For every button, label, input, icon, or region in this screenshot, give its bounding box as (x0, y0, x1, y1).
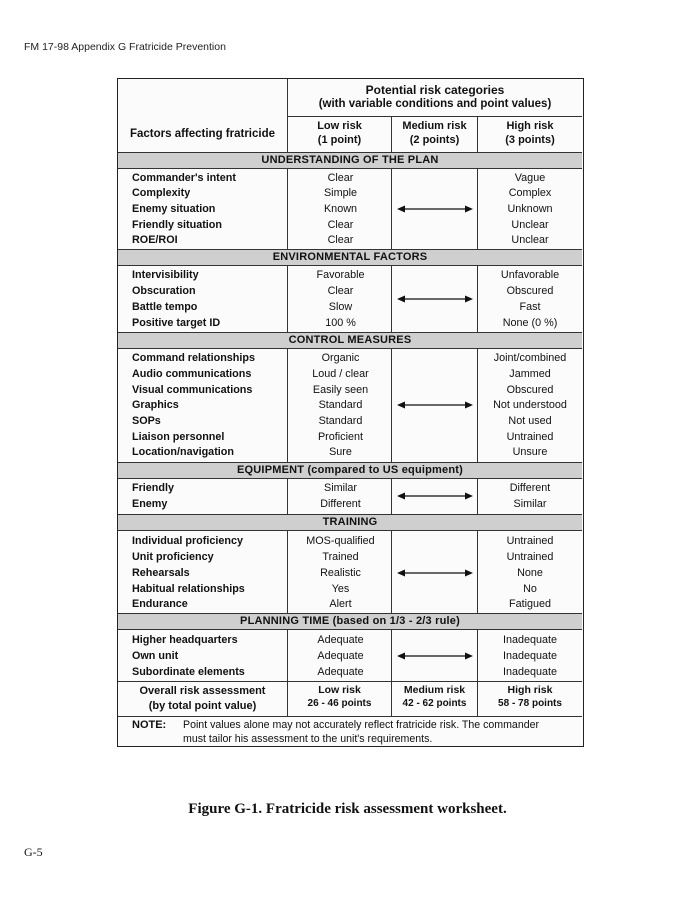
factor-label: Intervisibility (132, 269, 199, 281)
low-value: Organic (321, 352, 360, 364)
factor-label: Individual proficiency (132, 535, 243, 547)
high-value: Unclear (511, 234, 549, 246)
figure-caption: Figure G-1. Fratricide risk assessment worksheet. (188, 801, 507, 817)
high-value: Inadequate (502, 650, 558, 662)
high-value: Unsure (512, 446, 548, 458)
low-value: MOS-qualified (306, 535, 375, 547)
factor-label: Unit proficiency (132, 551, 214, 563)
factor-label: Visual communications (132, 384, 253, 396)
table-row (118, 350, 582, 366)
low-value: Loud / clear (312, 368, 369, 380)
high-value: Vague (514, 172, 546, 184)
low-value: Standard (318, 399, 363, 411)
high-value: Unclear (511, 219, 549, 231)
table-row (118, 648, 582, 664)
high-value: Joint/combined (493, 352, 567, 364)
high-value: Inadequate (502, 666, 558, 678)
section-equipment (118, 479, 582, 514)
low-value: Easily seen (312, 384, 369, 396)
note-text-line1: Point values alone may not accurately reflect fratricide risk. The commander (183, 719, 540, 731)
section-band-plan: UNDERSTANDING OF THE PLAN (118, 152, 582, 169)
low-value: Clear (327, 285, 354, 297)
table-row (118, 413, 582, 429)
high-value: Obscured (506, 285, 554, 297)
table-row (118, 366, 582, 382)
table-row (118, 267, 582, 283)
high-value: Fatigued (508, 598, 552, 610)
high-risk-points: (3 points) (505, 134, 555, 146)
factor-label: Location/navigation (132, 446, 234, 458)
factor-label: Enemy (132, 498, 168, 510)
note-block (118, 717, 582, 746)
table-row (118, 185, 582, 201)
low-value: Yes (331, 583, 350, 595)
high-value: Inadequate (502, 634, 558, 646)
factor-label: Enemy situation (132, 203, 216, 215)
factor-label: ROE/ROI (132, 234, 178, 246)
high-value: Jammed (509, 368, 551, 380)
overall-high: High risk (507, 684, 553, 696)
section-band-control: CONTROL MEASURES (118, 332, 582, 349)
factor-label: Habitual relationships (132, 583, 245, 595)
double-arrow-icon (397, 294, 473, 304)
high-value: Unknown (507, 203, 553, 215)
section-plan (118, 169, 582, 249)
table-row (118, 315, 582, 331)
factor-label: SOPs (132, 415, 161, 427)
categories-subtitle: (with variable conditions and point values) (318, 98, 552, 110)
high-value: Not understood (493, 399, 567, 411)
low-risk-header: Low risk (317, 120, 362, 132)
table-row (118, 217, 582, 233)
high-value: Untrained (506, 431, 554, 443)
low-value: Slow (328, 301, 353, 313)
table-row (118, 170, 582, 186)
high-value: Similar (513, 498, 547, 510)
factor-label: Complexity (132, 187, 191, 199)
factor-label: Liaison personnel (132, 431, 225, 443)
table-row (118, 397, 582, 413)
double-arrow-icon (397, 400, 473, 410)
low-value: Trained (322, 551, 359, 563)
high-value: Untrained (506, 551, 554, 563)
high-value: Untrained (506, 535, 554, 547)
overall-high-points: 58 - 78 points (498, 698, 562, 709)
low-risk-points: (1 point) (317, 134, 362, 146)
factor-label: Subordinate elements (132, 666, 245, 678)
section-band-training: TRAINING (118, 514, 582, 531)
note-text-line2: must tailor his assessment to the unit's requirements. (183, 733, 433, 745)
low-value: Known (323, 203, 357, 215)
table-row (118, 201, 582, 217)
low-value: Different (320, 498, 361, 510)
factor-label: Battle tempo (132, 301, 198, 313)
double-arrow-icon (397, 568, 473, 578)
double-arrow-icon (397, 204, 473, 214)
low-value: Clear (327, 172, 354, 184)
table-row (118, 533, 582, 549)
overall-label: Overall risk assessment (139, 685, 266, 697)
table-row (118, 429, 582, 445)
factor-label: Endurance (132, 598, 188, 610)
section-band-equipment: EQUIPMENT (compared to US equipment) (118, 462, 582, 479)
overall-sublabel: (by total point value) (148, 700, 257, 712)
fratricide-risk-worksheet (117, 78, 584, 747)
table-row (118, 565, 582, 581)
table-row (118, 382, 582, 398)
factor-label: Friendly (132, 482, 174, 494)
factor-label: Rehearsals (132, 567, 190, 579)
categories-title: Potential risk categories (365, 83, 505, 97)
table-row (118, 480, 582, 496)
high-value: Not used (508, 415, 552, 427)
note-label: NOTE: (132, 719, 167, 731)
table-row (118, 232, 582, 248)
section-environment (118, 266, 582, 332)
factor-label: Commander's intent (132, 172, 236, 184)
medium-risk-points: (2 points) (409, 134, 460, 146)
section-training (118, 531, 582, 613)
low-value: Adequate (317, 634, 364, 646)
double-arrow-icon (397, 491, 473, 501)
low-value: 100 % (325, 317, 356, 329)
table-row (118, 596, 582, 612)
page-number: G-5 (24, 845, 43, 859)
table-row (118, 496, 582, 512)
low-value: Adequate (317, 650, 364, 662)
factor-label: Friendly situation (132, 219, 222, 231)
factor-label: Positive target ID (132, 317, 221, 329)
running-header: FM 17-98 Appendix G Fratricide Prevention (24, 41, 226, 53)
high-value: None (0 %) (502, 317, 558, 329)
section-planning (118, 630, 582, 681)
table-row (118, 549, 582, 565)
high-value: Unfavorable (500, 269, 560, 281)
low-value: Alert (329, 598, 352, 610)
low-value: Proficient (317, 431, 363, 443)
table-row (118, 444, 582, 460)
overall-medium: Medium risk (403, 684, 466, 696)
medium-risk-header: Medium risk (402, 120, 467, 132)
factor-label: Command relationships (132, 352, 255, 364)
table-row (118, 283, 582, 299)
high-value: Different (509, 482, 551, 494)
low-value: Standard (318, 415, 363, 427)
factor-label: Graphics (132, 399, 179, 411)
high-value: Obscured (506, 384, 554, 396)
overall-low: Low risk (318, 684, 361, 696)
section-control (118, 349, 582, 462)
factors-header: Factors affecting fratricide (129, 128, 276, 140)
low-value: Favorable (316, 269, 365, 281)
section-band-planning: PLANNING TIME (based on 1/3 - 2/3 rule) (118, 613, 582, 630)
table-row (118, 581, 582, 597)
factor-label: Own unit (132, 650, 179, 662)
overall-medium-points: 42 - 62 points (402, 698, 467, 709)
low-value: Adequate (317, 666, 364, 678)
table-row (118, 632, 582, 648)
double-arrow-icon (397, 651, 473, 661)
factor-label: Audio communications (132, 368, 252, 380)
high-value: Complex (508, 187, 552, 199)
factor-label: Obscuration (132, 285, 196, 297)
factor-label: Higher headquarters (132, 634, 238, 646)
high-value: No (523, 583, 537, 595)
overall-assessment-row (118, 681, 582, 717)
section-band-environment: ENVIRONMENTAL FACTORS (118, 249, 582, 266)
table-row (118, 664, 582, 680)
low-value: Realistic (320, 567, 361, 579)
overall-low-points: 26 - 46 points (307, 698, 372, 709)
low-value: Clear (327, 234, 354, 246)
high-value: None (517, 567, 543, 579)
low-value: Simple (323, 187, 357, 199)
table-row (118, 299, 582, 315)
low-value: Similar (324, 482, 357, 494)
header-subdivider (288, 116, 582, 117)
high-value: Fast (519, 301, 541, 313)
low-value: Sure (329, 446, 352, 458)
high-risk-header: High risk (506, 120, 554, 132)
low-value: Clear (327, 219, 354, 231)
